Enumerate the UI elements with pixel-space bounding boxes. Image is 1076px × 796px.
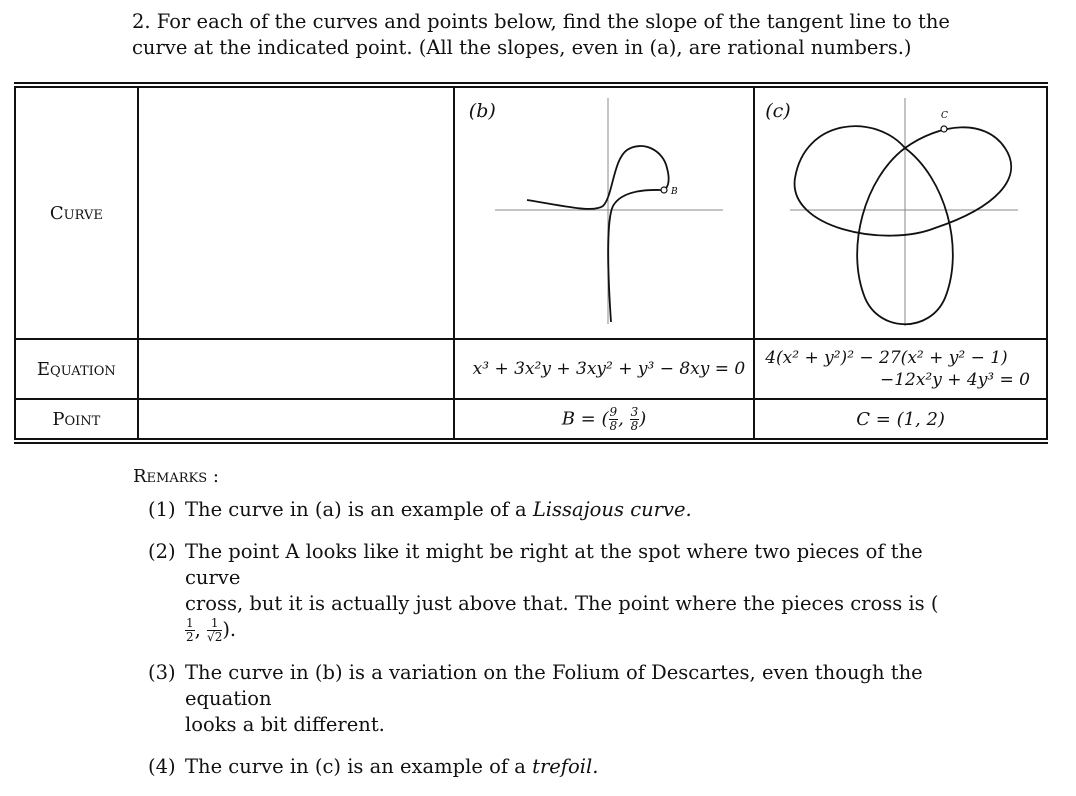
- row-header-point: Point: [15, 399, 138, 439]
- problem-line-1: 2. For each of the curves and points below, find the slope of the tangent line to the: [132, 10, 950, 33]
- curves-table: [14, 86, 1048, 440]
- cell-point-a: [138, 399, 454, 439]
- cell-equation-a: [138, 339, 454, 399]
- label-b: (b): [468, 100, 496, 122]
- row-header-curve: Curve: [15, 87, 138, 339]
- remarks-title: Remarks :: [133, 466, 219, 487]
- point-b-label: B: [670, 187, 678, 197]
- equation-c: [754, 339, 1047, 399]
- cell-curve-b: [454, 87, 754, 339]
- point-c-label: C: [941, 111, 949, 121]
- top-rule: [14, 82, 1048, 84]
- remark-2: (2) The point A looks like it might be right at the spot where two pieces of the curve cross, but it is actually just above that. The point where the pieces cross is ( $\frac{1}{2}$ , $\frac{1}{√2}$ ).: [148, 540, 939, 644]
- bottom-rule: [14, 442, 1048, 444]
- point-b-value: B = ( $\frac{9}{8}$ , $\frac{3}{8}$ ): [454, 399, 754, 439]
- equation-c-line-1: 4(x² + y²)² − 27(x² + y² − 1): [765, 348, 1008, 368]
- equation-b: x³ + 3x²y + 3xy² + y³ − 8xy = 0: [454, 339, 754, 399]
- trefoil-curve: [795, 126, 1012, 324]
- cell-curve-c: [754, 87, 1047, 339]
- row-header-equation: Equation: [15, 339, 138, 399]
- remark-3: (3) The curve in (b) is a variation on the Folium of Descartes, even though the equation looks a bit different.: [148, 661, 923, 736]
- remarks-list: [148, 497, 948, 796]
- remark-4: (4) The curve in (c) is an example of a trefoil.: [148, 755, 599, 778]
- folium-curve: [527, 146, 669, 322]
- point-c-marker: [941, 126, 947, 132]
- remark-1: (1) The curve in (a) is an example of a Lissajous curve.: [148, 498, 692, 521]
- curve-b-plot: [455, 88, 755, 340]
- label-c: (c): [765, 100, 791, 122]
- problem-statement: [132, 9, 952, 61]
- point-b-marker: [661, 187, 667, 193]
- cell-curve-a: [138, 87, 454, 339]
- point-c-value: C = (1, 2): [754, 399, 1047, 439]
- equation-c-line-2: −12x²y + 4y³ = 0: [879, 370, 1030, 390]
- curve-c-plot: [755, 88, 1047, 340]
- problem-line-2: curve at the indicated point. (All the slopes, even in (a), are rational numbers.): [132, 36, 912, 59]
